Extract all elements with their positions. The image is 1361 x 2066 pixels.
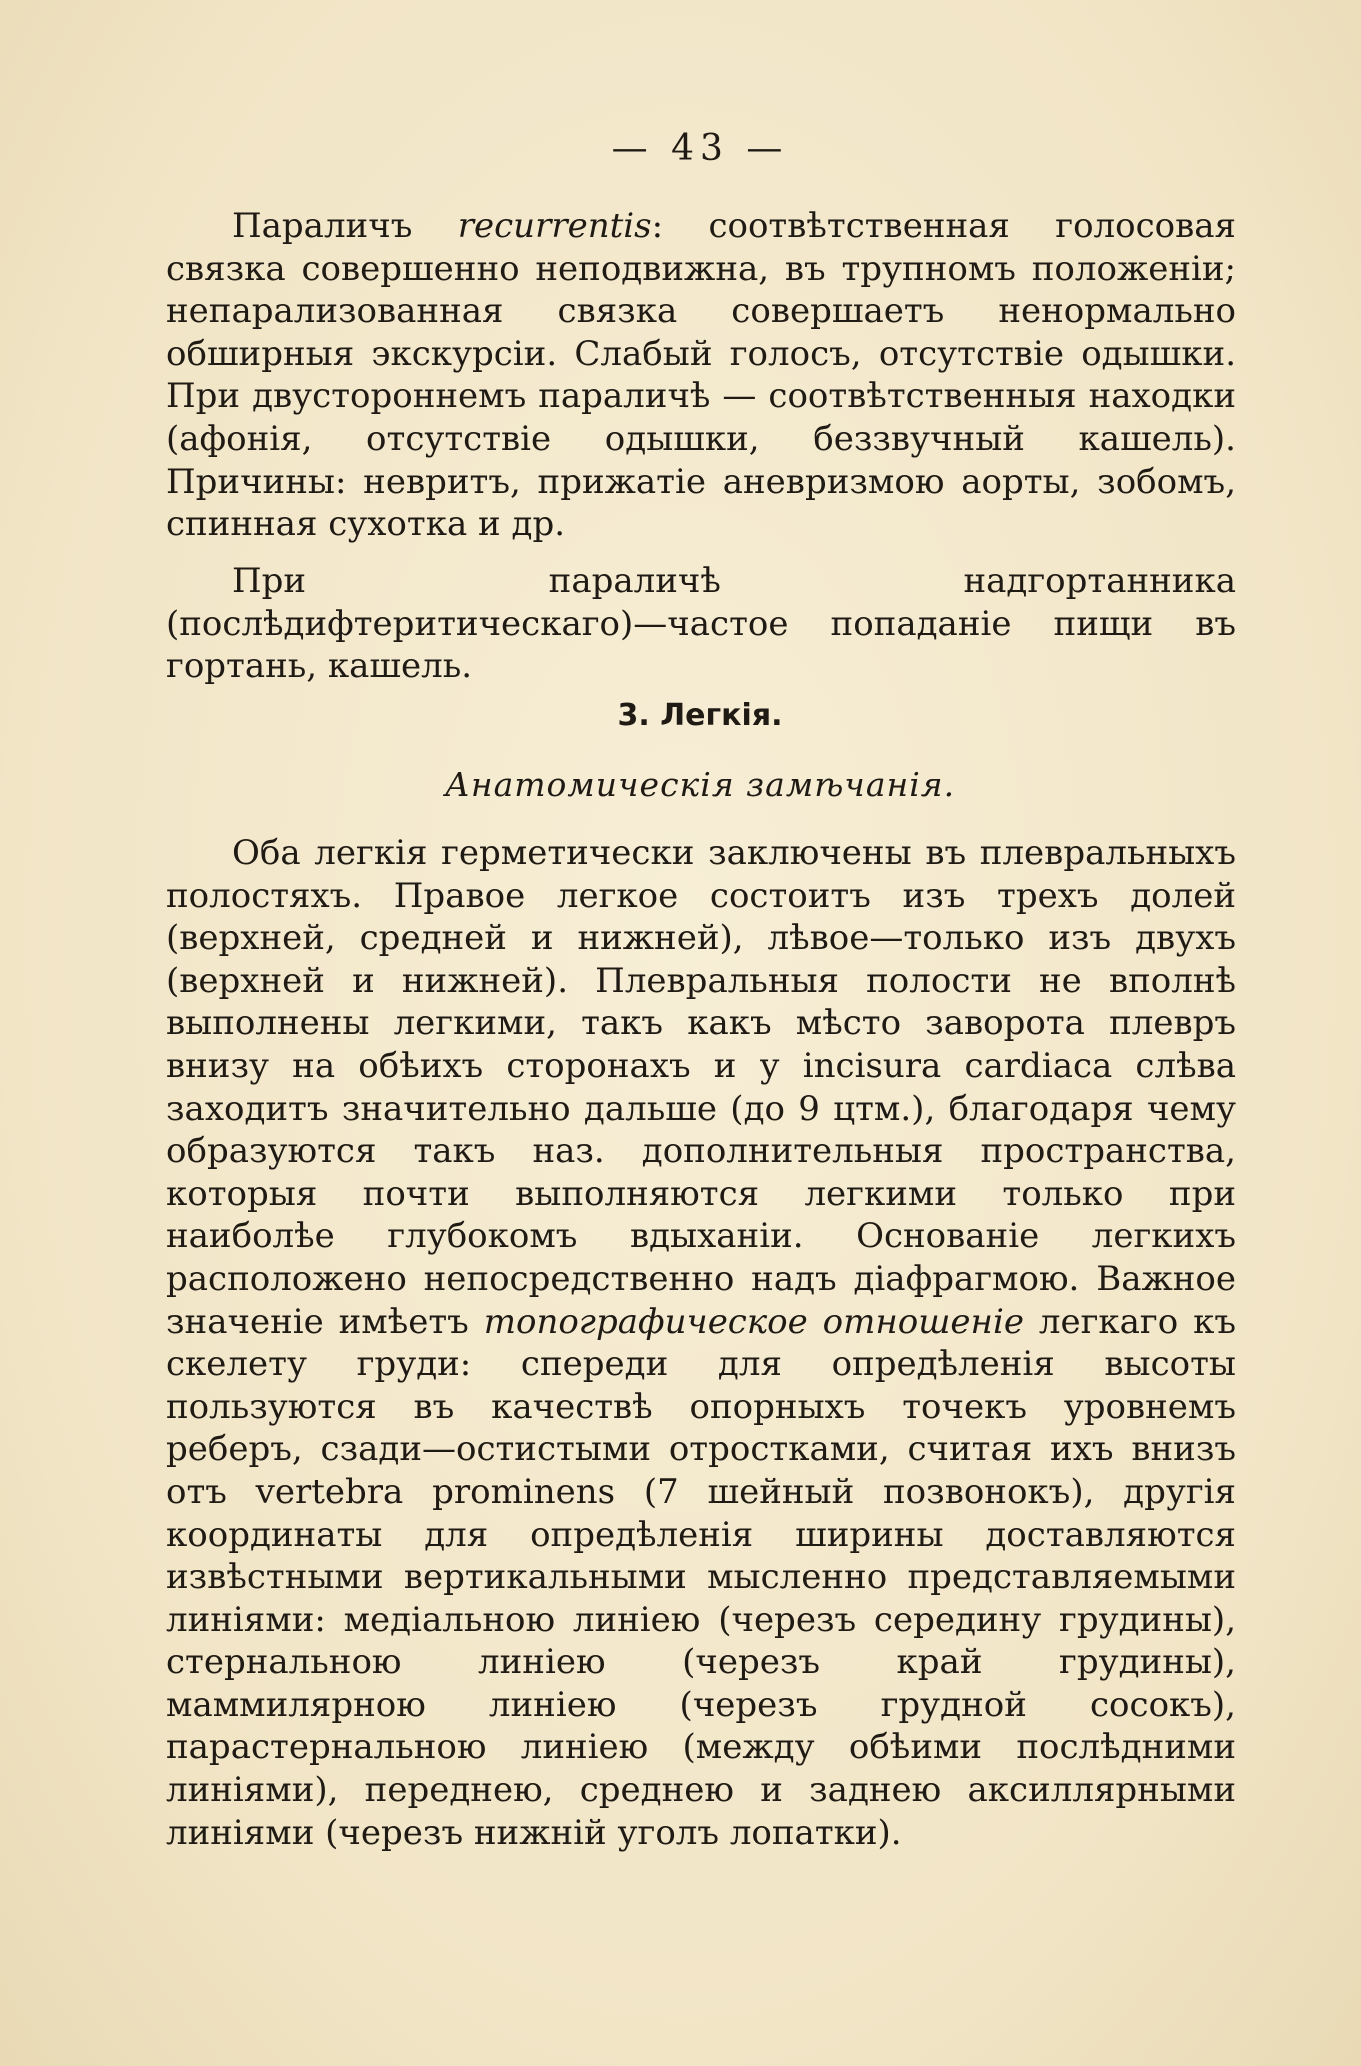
paragraph-epiglottis — [166, 560, 1236, 688]
paragraph-text: Параличъ recurrentis: соотвѣтственная голосовая связка совершенно неподвижна, въ трупномъ положеніи; непарализованная связка совершаетъ ненормально обширныя экскурсіи. Слабый голосъ, отсутствіе одышки. При двустороннемъ параличѣ — соотвѣтственныя находки (афонія, отсутствіе одышки, беззвучный кашель). Причины: невритъ, прижатіе аневризмою аорты, зобомъ, спинная сухотка и др. — [166, 206, 1236, 545]
paragraph-lungs — [166, 832, 1236, 1854]
paragraph-text: Оба легкія герметически заключены въ плевральныхъ полостяхъ. Правое легкое состоитъ изъ трехъ долей (верхней, средней и нижней), лѣвое—только изъ двухъ (верхней и нижней). Плевральныя полости не вполнѣ выполнены легкими, такъ какъ мѣсто заворота плевръ внизу на обѣихъ сторонахъ и у incisura cardiaca слѣва заходитъ значительно дальше (до 9 цтм.), благодаря чему образуются такъ наз. дополнительныя пространства, которыя почти выполняются легкими только при наиболѣе глубокомъ вдыханіи. Основаніе легкихъ расположено непосредственно надъ діафрагмою. Важное значеніе имѣетъ топографическое отношеніе легкаго къ скелету груди: спереди для опредѣленія высоты пользуются въ качествѣ опорныхъ точекъ уровнемъ реберъ, сзади—остистыми отростками, считая ихъ внизъ отъ vertebra prominens (7 шейный позвонокъ), другія координаты для опредѣленія ширины доставляются извѣстными вертикальными мысленно представляемыми линіями: медіальною линіею (черезъ середину грудины), стернальною линіею (черезъ край грудины), маммилярною линіею (черезъ грудной сосокъ), парастернальною линіею (между обѣими послѣдними линіями), переднею, среднею и заднею аксиллярными линіями (черезъ нижній уголъ лопатки). — [166, 833, 1236, 1853]
section-title: 3. Легкія. — [617, 698, 783, 733]
paragraph-recurrentis — [166, 205, 1236, 546]
subsection-title: Анатомическія замѣчанія. — [444, 765, 956, 804]
emphasis: топографическое отношеніе — [483, 1301, 1024, 1342]
latin-term: recurrentis — [457, 206, 652, 246]
paragraph-text: При параличѣ надгортанника (послѣдифтеритическаго)—частое попаданіе пищи въ гортань, кашель. — [166, 561, 1236, 687]
page-number: — 43 — — [611, 128, 789, 169]
